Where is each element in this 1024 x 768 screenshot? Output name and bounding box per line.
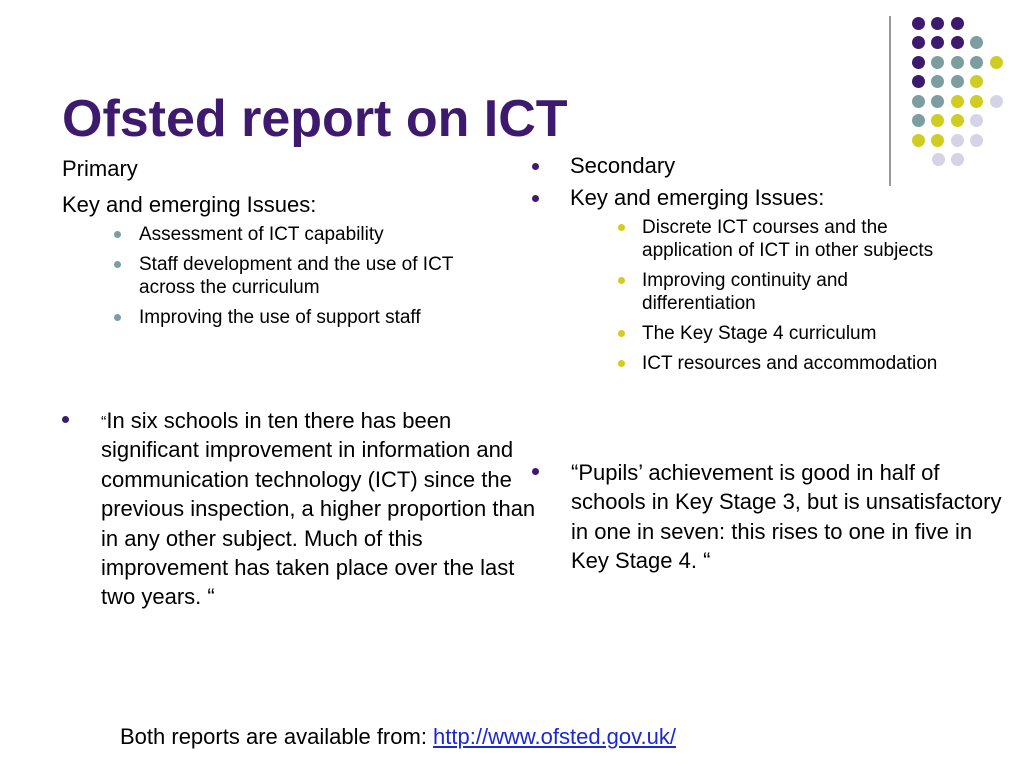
bullet-icon bbox=[532, 163, 539, 170]
slide-title: Ofsted report on ICT bbox=[62, 90, 568, 148]
primary-issues-list bbox=[98, 223, 498, 329]
primary-column bbox=[62, 155, 502, 336]
primary-heading: Primary bbox=[62, 156, 138, 181]
secondary-quote-text: “Pupils’ achievement is good in half of schools in Key Stage 3, but is unsatisfactory in one in seven: this rises to one in five in Key Stage 4. “ bbox=[571, 460, 1002, 574]
list-item bbox=[602, 322, 952, 345]
decorative-dot bbox=[931, 134, 944, 147]
primary-quote bbox=[62, 406, 541, 612]
decorative-dot bbox=[931, 56, 944, 69]
decorative-dot bbox=[990, 95, 1003, 108]
list-item bbox=[602, 352, 952, 375]
secondary-heading: Secondary bbox=[570, 153, 676, 178]
bullet-icon bbox=[114, 231, 121, 238]
issue-text: ICT resources and accommodation bbox=[642, 353, 938, 374]
bullet-icon bbox=[618, 224, 625, 231]
bullet-icon bbox=[62, 416, 69, 423]
bullet-icon bbox=[618, 330, 625, 337]
primary-quote-text: In six schools in ten there has been significant improvement in information and communication technology (ICT) since the previous inspection, a higher proportion than in any other subject. Much of this improvement has taken place over the last two years. “ bbox=[101, 408, 536, 610]
bullet-icon bbox=[114, 314, 121, 321]
secondary-issues-list bbox=[602, 216, 952, 375]
bullet-icon bbox=[114, 261, 121, 268]
secondary-quote bbox=[532, 458, 1011, 576]
decorative-dot bbox=[951, 114, 964, 127]
issue-text: The Key Stage 4 curriculum bbox=[642, 323, 877, 344]
decorative-dot bbox=[912, 95, 925, 108]
decorative-dot bbox=[970, 36, 983, 49]
list-item bbox=[98, 223, 498, 246]
decorative-dot bbox=[951, 75, 964, 88]
decorative-dot bbox=[912, 75, 925, 88]
footer-text: Both reports are available from: bbox=[120, 724, 434, 749]
decorative-dot bbox=[912, 36, 925, 49]
primary-issues-heading: Key and emerging Issues: bbox=[62, 192, 317, 217]
decorative-dot bbox=[951, 134, 964, 147]
ofsted-link[interactable]: http://www.ofsted.gov.uk/ bbox=[433, 724, 676, 749]
decorative-dot bbox=[951, 36, 964, 49]
decorative-dot bbox=[912, 134, 925, 147]
decorative-dot bbox=[931, 95, 944, 108]
decorative-dot bbox=[970, 114, 983, 127]
list-item bbox=[532, 184, 972, 212]
decorative-dot bbox=[951, 95, 964, 108]
secondary-column bbox=[532, 152, 972, 382]
issue-text: Assessment of ICT capability bbox=[139, 224, 384, 245]
decorative-dot bbox=[970, 134, 983, 147]
decorative-dot bbox=[912, 17, 925, 30]
decorative-dot bbox=[970, 95, 983, 108]
decorative-dot bbox=[931, 36, 944, 49]
list-item bbox=[98, 306, 498, 329]
issue-text: Improving continuity and differentiation bbox=[642, 270, 848, 314]
issue-text: Improving the use of support staff bbox=[139, 307, 421, 328]
list-item bbox=[532, 152, 972, 180]
issue-text: Discrete ICT courses and the application of ICT in other subjects bbox=[642, 217, 934, 261]
decorative-dot bbox=[931, 114, 944, 127]
footer bbox=[120, 722, 676, 752]
list-item bbox=[602, 216, 952, 262]
bullet-icon bbox=[532, 468, 539, 475]
quote-open-mark: “ bbox=[101, 414, 107, 431]
list-item bbox=[98, 253, 498, 299]
bullet-icon bbox=[532, 195, 539, 202]
secondary-headings-list bbox=[532, 152, 972, 212]
issue-text: Staff development and the use of ICT across the curriculum bbox=[139, 254, 454, 298]
decorative-dot bbox=[931, 75, 944, 88]
decorative-dot bbox=[931, 17, 944, 30]
list-item bbox=[602, 269, 952, 315]
bullet-icon bbox=[618, 277, 625, 284]
decorative-dot bbox=[951, 17, 964, 30]
bullet-icon bbox=[618, 360, 625, 367]
decorative-dot bbox=[951, 56, 964, 69]
secondary-issues-heading: Key and emerging Issues: bbox=[570, 185, 825, 210]
decorative-dot bbox=[912, 56, 925, 69]
decorative-dot bbox=[990, 56, 1003, 69]
decorative-dot bbox=[970, 56, 983, 69]
decorative-dot bbox=[912, 114, 925, 127]
decorative-dot bbox=[970, 75, 983, 88]
